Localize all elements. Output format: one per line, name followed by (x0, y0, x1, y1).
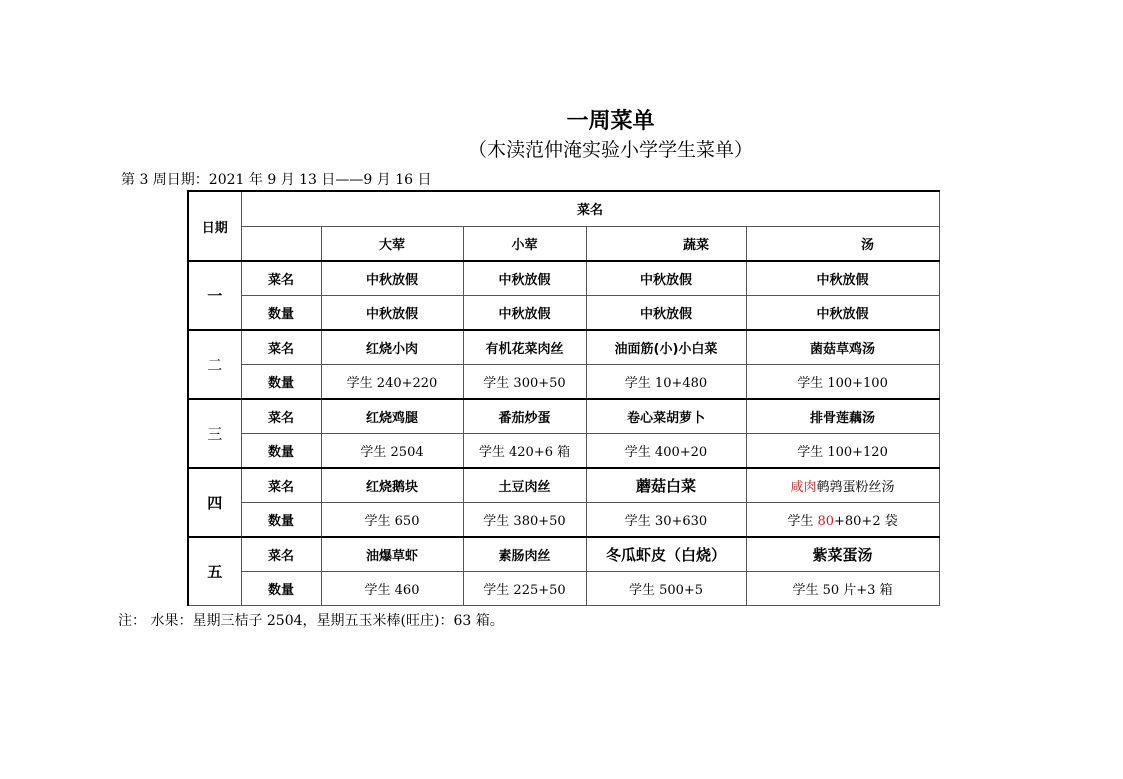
qty-cell: 学生 100+120 (746, 434, 939, 469)
dish-cell: 排骨莲藕汤 (746, 399, 939, 434)
soup-rest: 鹌鹑蛋粉丝汤 (816, 480, 895, 495)
row-label: 数量 (241, 365, 321, 400)
dish-cell: 有机花菜肉丝 (463, 330, 586, 365)
row-label: 数量 (241, 572, 321, 606)
day-label: 四 (188, 468, 241, 537)
qty-cell: 学生 10+480 (586, 365, 746, 400)
qty-cell: 中秋放假 (321, 296, 463, 331)
qty-cell: 学生 500+5 (586, 572, 746, 606)
table-row (188, 399, 939, 434)
table-row (188, 261, 939, 296)
qty-highlight: 80 (817, 514, 834, 529)
row-label: 菜名 (241, 468, 321, 503)
dish-cell: 番茄炒蛋 (463, 399, 586, 434)
qty-cell: 学生 300+50 (463, 365, 586, 400)
dish-cell: 紫菜蛋汤 (746, 537, 939, 572)
table-row (188, 330, 939, 365)
dish-cell: 中秋放假 (321, 261, 463, 296)
qty-cell: 学生 2504 (321, 434, 463, 469)
qty-cell: 学生 460 (321, 572, 463, 606)
dish-cell: 蘑菇白菜 (586, 468, 746, 503)
table-row (188, 296, 939, 331)
header-col-veg: 蔬菜 (586, 226, 746, 261)
fruit-note: 注： 水果：星期三桔子 2504，星期五玉米棒(旺庄)：63 箱。 (118, 613, 504, 629)
header-col-small-meat: 小荤 (463, 226, 586, 261)
header-col-soup: 汤 (746, 226, 939, 261)
day-label: 二 (188, 330, 241, 399)
table-row (188, 537, 939, 572)
day-label: 五 (188, 537, 241, 606)
header-blank (241, 226, 321, 261)
table-row (188, 365, 939, 400)
dish-cell: 红烧鸡腿 (321, 399, 463, 434)
table-row (188, 572, 939, 606)
day-label: 三 (188, 399, 241, 468)
page-subtitle: （木渎范仲淹实验小学学生菜单） (467, 139, 753, 161)
day-label: 一 (188, 261, 241, 330)
qty-cell: 学生 420+6 箱 (463, 434, 586, 469)
page-title: 一周菜单 (566, 109, 655, 134)
dish-cell: 油面筋(小)小白菜 (586, 330, 746, 365)
dish-cell: 红烧鹅块 (321, 468, 463, 503)
dish-cell: 红烧小肉 (321, 330, 463, 365)
qty-cell: 学生 400+20 (586, 434, 746, 469)
header-col-meat: 大荤 (321, 226, 463, 261)
qty-cell: 学生 380+50 (463, 503, 586, 538)
qty-suffix: +80+2 袋 (834, 514, 898, 529)
table-row (188, 468, 939, 503)
dish-cell: 中秋放假 (586, 261, 746, 296)
dish-cell: 卷心菜胡萝卜 (586, 399, 746, 434)
qty-cell: 学生 30+630 (586, 503, 746, 538)
dish-cell: 菌菇草鸡汤 (746, 330, 939, 365)
qty-cell: 学生 50 片+3 箱 (746, 572, 939, 606)
table-row (188, 503, 939, 538)
dish-cell: 素肠肉丝 (463, 537, 586, 572)
qty-cell: 学生 240+220 (321, 365, 463, 400)
qty-prefix: 学生 (787, 514, 818, 529)
row-label: 数量 (241, 434, 321, 469)
row-label: 数量 (241, 503, 321, 538)
table-row (188, 434, 939, 469)
dish-cell: 油爆草虾 (321, 537, 463, 572)
qty-cell: 学生 225+50 (463, 572, 586, 606)
row-label: 数量 (241, 296, 321, 331)
menu-table (187, 190, 940, 606)
dish-cell: 冬瓜虾皮（白烧） (586, 537, 746, 572)
dish-cell: 中秋放假 (463, 261, 586, 296)
dish-cell: 土豆肉丝 (463, 468, 586, 503)
qty-cell: 学生 100+100 (746, 365, 939, 400)
qty-cell (746, 503, 939, 538)
row-label: 菜名 (241, 399, 321, 434)
header-row-2 (188, 226, 939, 261)
soup-highlight: 咸肉 (790, 480, 817, 495)
week-info: 第 3 周日期：2021 年 9 月 13 日——9 月 16 日 (121, 172, 432, 188)
dish-cell: 中秋放假 (746, 261, 939, 296)
header-row-1 (188, 191, 939, 226)
row-label: 菜名 (241, 261, 321, 296)
qty-cell: 中秋放假 (746, 296, 939, 331)
header-date: 日期 (188, 191, 241, 261)
dish-cell (746, 468, 939, 503)
qty-cell: 学生 650 (321, 503, 463, 538)
qty-cell: 中秋放假 (463, 296, 586, 331)
qty-cell: 中秋放假 (586, 296, 746, 331)
header-menu: 菜名 (241, 191, 939, 226)
row-label: 菜名 (241, 537, 321, 572)
row-label: 菜名 (241, 330, 321, 365)
